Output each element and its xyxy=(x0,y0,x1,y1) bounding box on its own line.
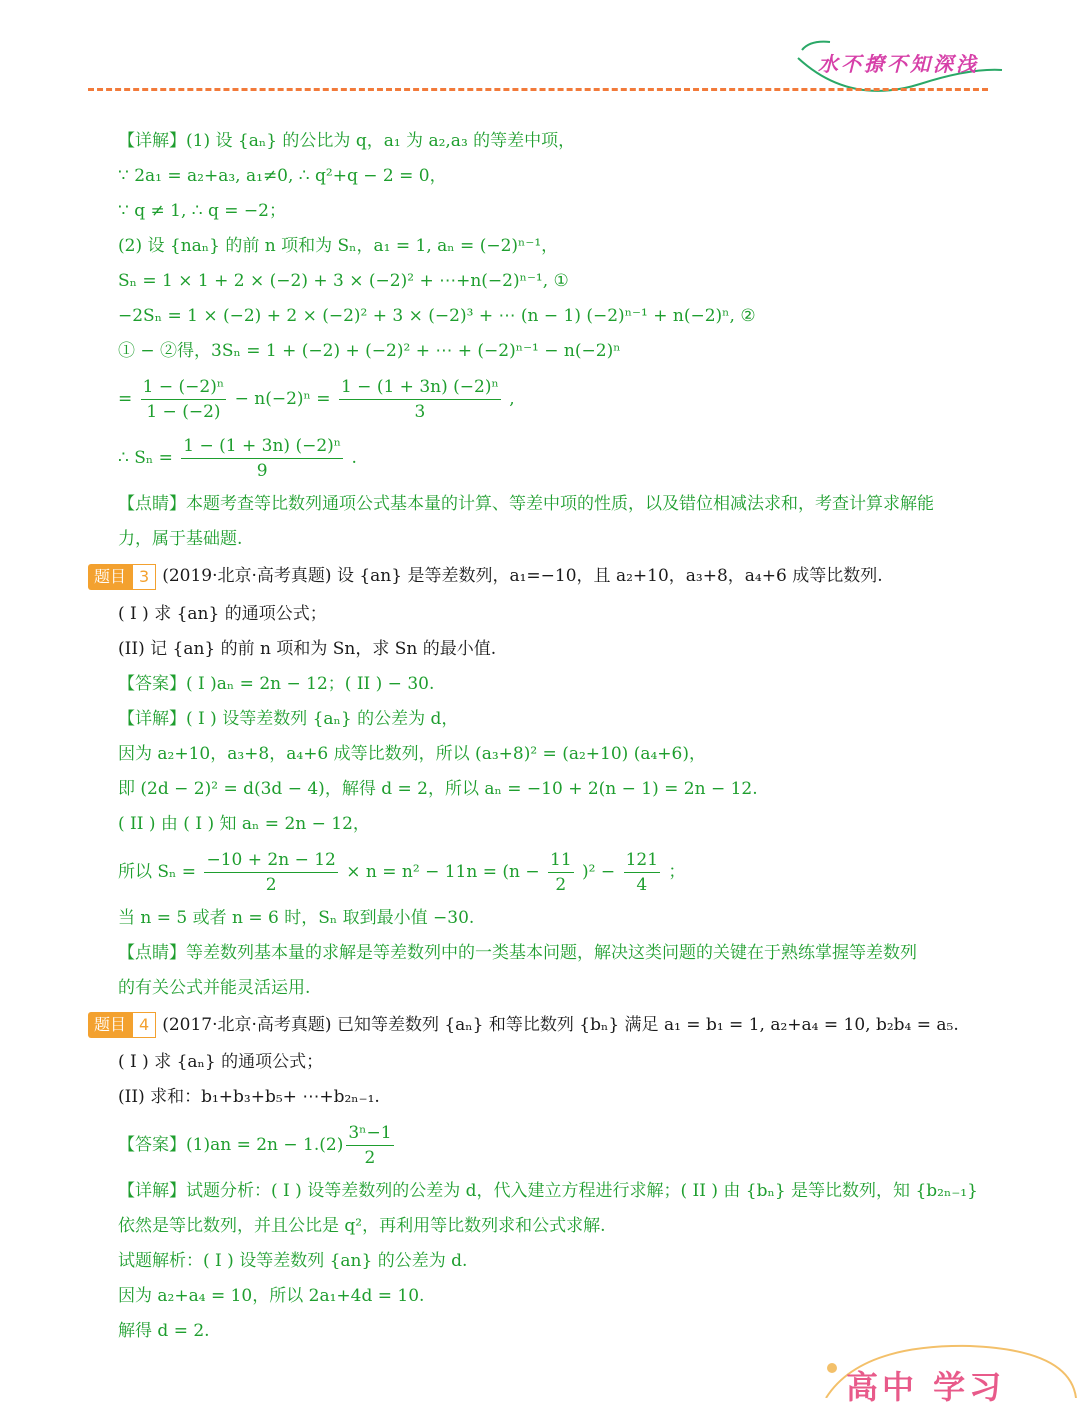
problem-badge: 题目 xyxy=(88,1012,132,1038)
solution-line: ( II ) 由 ( I ) 知 aₙ = 2n − 12， xyxy=(118,813,370,834)
comment-line: 【点睛】等差数列基本量的求解是等差数列中的一类基本问题，解决这类问题的关键在于熟练掌握等差数列 xyxy=(118,942,917,963)
answer-line: 【答案】( I )aₙ = 2n − 12；( II ) − 30. xyxy=(118,673,435,694)
logo-text: 水不撩不知深浅 xyxy=(818,52,979,76)
fraction: $\frac{121}{4}$ xyxy=(625,849,659,895)
problem-number: 4 xyxy=(132,1012,156,1038)
question-line: (II) 求和：b₁+b₃+b₅+ ⋯+b₂ₙ₋₁. xyxy=(118,1087,380,1107)
answer-line: 【答案】(1)an = 2n − 1.(2) $\frac{\text{3ⁿ−1}}{2}$ xyxy=(118,1123,392,1168)
footer-text: 高中 学习 xyxy=(846,1368,1006,1406)
question-line: (II) 记 {an} 的前 n 项和为 Sn，求 Sn 的最小值. xyxy=(118,638,497,659)
solution-line: ∵ 2a₁ = a₂+a₃, a₁≠0, ∴ q²+q − 2 = 0， xyxy=(118,166,447,186)
comment-line: 的有关公式并能灵活运用. xyxy=(118,977,311,998)
solution-formula-line: = $\frac{\text{1 − (−2)ⁿ}}{1 - (-2)}$ − n(−2)ⁿ = $\frac{\text{1 − (1 + 3n) (−2)ⁿ}}{3}$ , xyxy=(118,377,515,422)
footer-decoration xyxy=(820,1340,1080,1406)
problem-3-header xyxy=(88,563,998,590)
solution-line: 即 (2d − 2)² = d(3d − 4)，解得 d = 2，所以 aₙ = −10 + 2(n − 1) = 2n − 12. xyxy=(118,778,758,799)
problem-statement: (2017·北京·高考真题) 已知等差数列 {aₙ} 和等比数列 {bₙ} 满足 a₁ = b₁ = 1, a₂+a₄ = 10, b₂b₄ = a₅. xyxy=(162,1014,959,1035)
solution-line: 当 n = 5 或者 n = 6 时，Sₙ 取到最小值 −30. xyxy=(118,907,475,928)
fraction: $\frac{\text{1 − (1 + 3n) (−2)ⁿ}}{3}$ xyxy=(340,377,499,422)
solution-line: 【详解】(1) 设 {aₙ} 的公比为 q，a₁ 为 a₂,a₃ 的等差中项， xyxy=(118,131,576,151)
solution-line: 因为 a₂+a₄ = 10，所以 2a₁+4d = 10. xyxy=(118,1286,425,1306)
page-content xyxy=(94,130,998,1355)
question-line: ( I ) 求 {aₙ} 的通项公式； xyxy=(118,1052,324,1072)
problem-badge: 题目 xyxy=(88,564,132,590)
solution-line: ∵ q ≠ 1, ∴ q = −2； xyxy=(118,201,286,221)
solution-line: 【详解】试题分析：( I ) 设等差数列的公差为 d，代入建立方程进行求解；( II ) 由 {bₙ} 是等比数列，知 {b₂ₙ₋₁} xyxy=(118,1181,978,1201)
solution-line: ① − ②得，3Sₙ = 1 + (−2) + (−2)² + ⋯ + (−2)ⁿ⁻¹ − n(−2)ⁿ xyxy=(118,341,621,361)
comment-line: 【点睛】本题考查等比数列通项公式基本量的计算、等差中项的性质，以及错位相减法求和，考查计算求解能 xyxy=(118,494,934,514)
comment-line: 力，属于基础题. xyxy=(118,529,243,549)
solution-line: 解得 d = 2. xyxy=(118,1321,210,1341)
fraction: $\frac{11}{2}$ xyxy=(550,849,572,895)
solution-line: 因为 a₂+10，a₃+8，a₄+6 成等比数列，所以 (a₃+8)² = (a₂+10) (a₄+6)， xyxy=(118,743,706,764)
header-logo xyxy=(790,36,1010,96)
problem-statement: (2019·北京·高考真题) 设 {an} 是等差数列，a₁=−10，且 a₂+10，a₃+8，a₄+6 成等比数列. xyxy=(162,566,883,586)
solution-line: 【详解】( I ) 设等差数列 {aₙ} 的公差为 d， xyxy=(118,708,459,729)
solution-formula-line: 所以 Sₙ = $\frac{-10 + 2n - 12}{2}$ × n = n² − 11n = (n − $\frac{11}{2}$ )² − $\frac{121}{4}$ ； xyxy=(118,849,686,895)
fraction: $\frac{\text{1 − (−2)ⁿ}}{1 - (-2)}$ xyxy=(142,377,225,422)
question-line: ( I ) 求 {an} 的通项公式； xyxy=(118,603,327,624)
fraction: $\frac{\text{1 − (1 + 3n) (−2)ⁿ}}{9}$ xyxy=(183,436,342,481)
solution-line: Sₙ = 1 × 1 + 2 × (−2) + 3 × (−2)² + ⋯+n(−2)ⁿ⁻¹, ① xyxy=(118,271,569,291)
fraction: $\frac{\text{3ⁿ−1}}{2}$ xyxy=(348,1123,392,1168)
solution-formula-line: ∴ Sₙ = $\frac{\text{1 − (1 + 3n) (−2)ⁿ}}{9}$ . xyxy=(118,436,357,481)
solution-line: 依然是等比数列，并且公比是 q²，再利用等比数列求和公式求解. xyxy=(118,1216,606,1236)
solution-line: 试题解析：( I ) 设等差数列 {an} 的公差为 d. xyxy=(118,1251,468,1271)
problem-4-header xyxy=(88,1012,998,1039)
solution-line: (2) 设 {naₙ} 的前 n 项和为 Sₙ，a₁ = 1, aₙ = (−2)ⁿ⁻¹， xyxy=(118,236,559,256)
header-dashed-rule xyxy=(88,88,988,91)
fraction: $\frac{-10 + 2n - 12}{2}$ xyxy=(206,849,336,895)
problem-number: 3 xyxy=(132,564,156,590)
solution-line: −2Sₙ = 1 × (−2) + 2 × (−2)² + 3 × (−2)³ + ⋯ (n − 1) (−2)ⁿ⁻¹ + n(−2)ⁿ, ② xyxy=(118,306,756,326)
